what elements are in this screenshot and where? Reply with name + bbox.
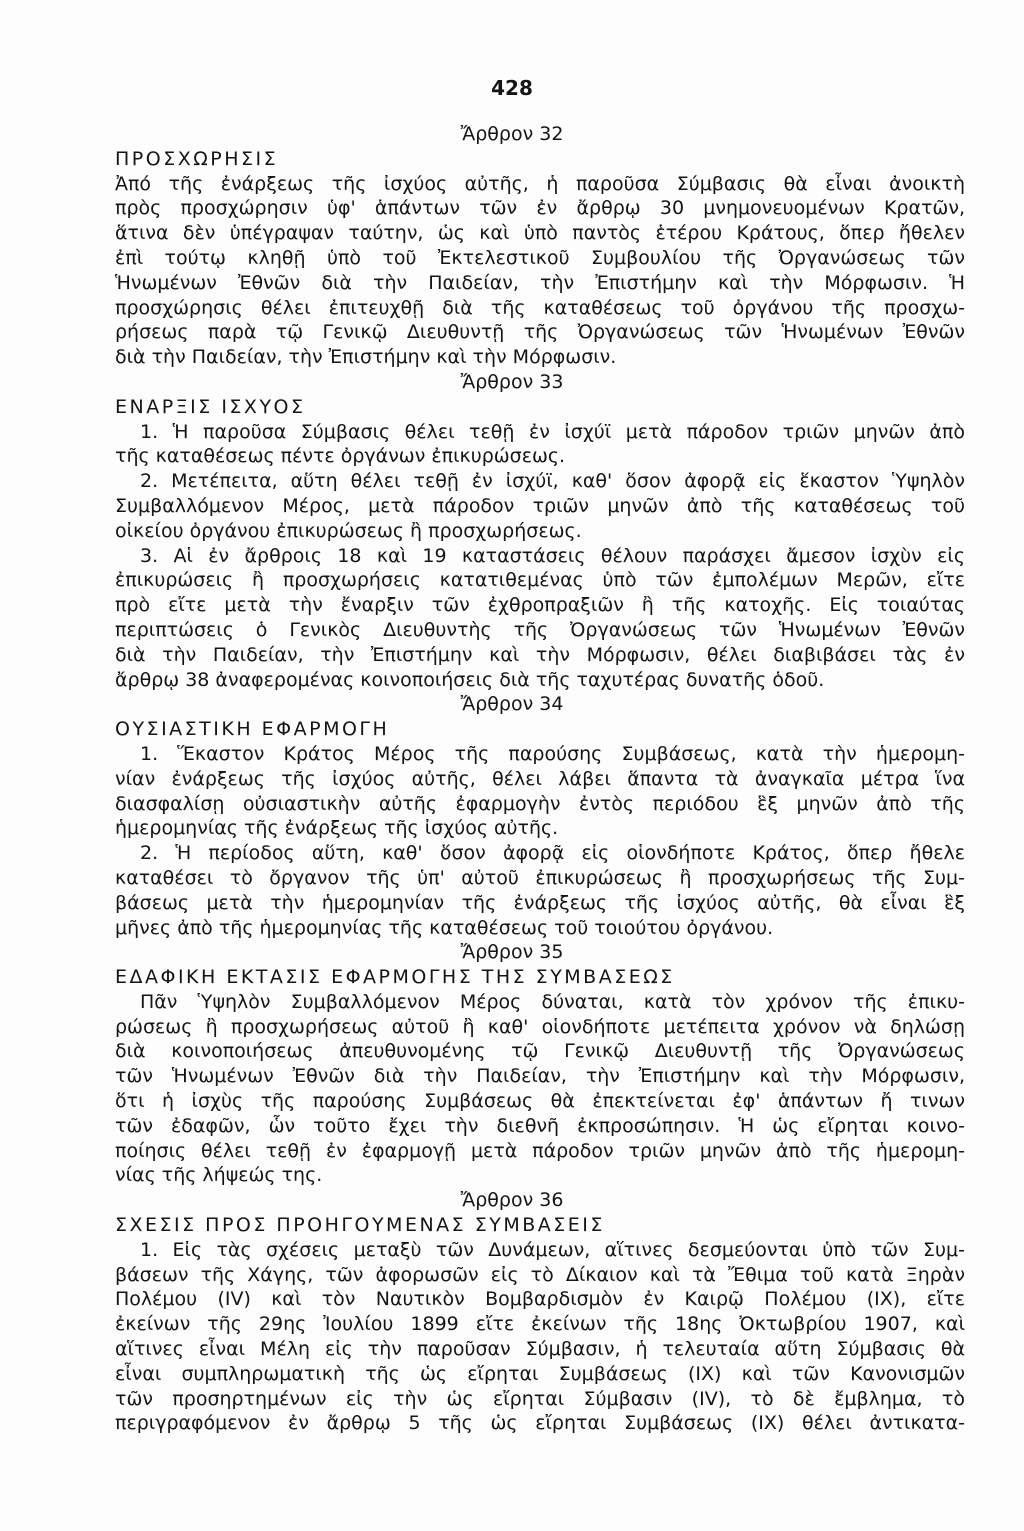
article-34 — [0, 692, 1024, 940]
text-line: 2. Ἡ περίοδος αὕτη, καθ' ὅσον ἀφορᾷ εἰς οἱονδήποτε Κράτος, ὅπερ ἤθελε — [140, 842, 965, 865]
paragraph — [0, 544, 1024, 693]
text-line: Πολέμου (IV) καὶ τὸν Ναυτικὸν Βομβαρδισμὸν ἐν Καιρῷ Πολέμου (IX), εἴτε — [115, 1288, 965, 1311]
article-heading: Ἄρθρον 36 — [460, 1189, 564, 1212]
text-line: 1. Ἕκαστον Κράτος Μέρος τῆς παρούσης Συμβάσεως, κατὰ τὴν ἡμερομη- — [140, 742, 965, 765]
text-line: Πᾶν Ὑψηλὸν Συμβαλλόμενον Μέρος δύναται, κατὰ τὸν χρόνον τῆς ἐπικυ- — [140, 990, 965, 1013]
text-line: 3. Αἱ ἐν ἄρθροις 18 καὶ 19 καταστάσεις θέλουν παράσχει ἄμεσον ἰσχὺν εἰς — [140, 544, 965, 567]
text-line: βάσεως μετὰ τὴν ἡμερομηνίαν τῆς ἐνάρξεως τῆς ἰσχύος αὐτῆς, θὰ εἶναι ἓξ — [115, 891, 965, 914]
text-line: νίαν ἐνάρξεως τῆς ἰσχύος αὐτῆς, θέλει λάβει ἅπαντα τὰ ἀναγκαῖα μέτρα ἵνα — [115, 767, 965, 790]
text-line: ἐκείνων τῆς 29ης Ἰουλίου 1899 εἴτε ἐκείνων τῆς 18ης Ὀκτωβρίου 1907, καὶ — [115, 1313, 965, 1336]
paragraph — [0, 1238, 1024, 1436]
text-line: οἰκείου ὀργάνου ἐπικυρώσεως ἢ προσχωρήσεως. — [115, 519, 582, 542]
text-line: καταθέσει τὸ ὄργανον τῆς ὑπ' αὐτοῦ ἐπικυρώσεως ἢ προσχωρήσεως τῆς Συμ- — [115, 866, 965, 889]
text-line: μῆνες ἀπὸ τῆς ἡμερομηνίας τῆς καταθέσεως τοῦ τοιούτου ὀργάνου. — [115, 916, 774, 939]
text-line: περιγραφόμενον ἐν ἄρθρῳ 5 τῆς ὡς εἴρηται Συμβάσεως (IX) θέλει ἀντικατα- — [115, 1412, 965, 1435]
article-36 — [0, 1188, 1024, 1436]
section-title: ΕΔΑΦΙΚΗ ΕΚΤΑΣΙΣ ΕΦΑΡΜΟΓΗΣ ΤΗΣ ΣΥΜΒΑΣΕΩΣ — [115, 966, 675, 989]
article-33 — [0, 370, 1024, 692]
text-line: ποίησις θέλει τεθῇ ἐν ἐφαρμογῇ μετὰ πάροδον τριῶν μηνῶν ἀπὸ τῆς ἡμερομη- — [115, 1139, 965, 1162]
section-title: ΠΡΟΣΧΩΡΗΣΙΣ — [115, 147, 279, 170]
text-line: ἄρθρῳ 38 ἀναφερομένας κοινοποιήσεις διὰ τῆς ταχυτέρας δυνατῆς ὁδοῦ. — [115, 668, 825, 691]
paragraph — [0, 420, 1024, 470]
paragraph — [0, 742, 1024, 841]
text-line: διὰ κοινοποιήσεως ἀπευθυνομένης τῷ Γενικῷ Διευθυντῇ τῆς Ὀργανώσεως — [115, 1040, 965, 1063]
section-title: ΣΧΕΣΙΣ ΠΡΟΣ ΠΡΟΗΓΟΥΜΕΝΑΣ ΣΥΜΒΑΣΕΙΣ — [115, 1214, 605, 1237]
text-line: τῆς καταθέσεως πέντε ὀργάνων ἐπικυρώσεως. — [115, 445, 566, 468]
text-line: ρώσεως ἢ προσχωρήσεως αὐτοῦ ἢ καθ' οἱονδήποτε μετέπειτα χρόνον νὰ δηλώσῃ — [115, 1015, 965, 1038]
text-line: 1. Εἰς τὰς σχέσεις μεταξὺ τῶν Δυνάμεων, αἵτινες δεσμεύονται ὑπὸ τῶν Συμ- — [140, 1238, 965, 1261]
text-line: Ἡνωμένων Ἐθνῶν διὰ τὴν Παιδείαν, τὴν Ἐπιστήμην καὶ τὴν Μόρφωσιν. Ἡ — [115, 271, 965, 294]
paragraph — [0, 469, 1024, 543]
text-line: ἐπικυρώσεις ἢ προσχωρήσεις κατατιθεμένας ὑπὸ τῶν ἐμπολέμων Μερῶν, εἴτε — [115, 569, 965, 592]
article-35 — [0, 940, 1024, 1188]
page-body — [0, 122, 1024, 1436]
text-line: εἶναι συμπληρωματικὴ τῆς ὡς εἴρηται Συμβάσεως (IX) καὶ τῶν Κανονισμῶν — [115, 1362, 965, 1385]
article-heading: Ἄρθρον 32 — [460, 123, 564, 145]
section-title: ΟΥΣΙΑΣΤΙΚΗ ΕΦΑΡΜΟΓΗ — [115, 718, 390, 741]
text-line: διασφαλίσῃ οὐσιαστικὴν αὐτῆς ἐφαρμογὴν ἐντὸς περιόδου ἓξ μηνῶν ἀπὸ τῆς — [115, 792, 965, 815]
text-line: προσχώρησις θέλει ἐπιτευχθῇ διὰ τῆς καταθέσεως τοῦ ὀργάνου τῆς προσχω- — [115, 296, 965, 319]
text-line: αἵτινες εἶναι Μέλη εἰς τὴν παροῦσαν Σύμβασιν, ἡ τελευταία αὕτη Σύμβασις θὰ — [115, 1338, 965, 1361]
article-heading: Ἄρθρον 33 — [460, 370, 564, 393]
text-line: Συμβαλλόμενον Μέρος, μετὰ πάροδον τριῶν μηνῶν ἀπὸ τῆς καταθέσεως τοῦ — [115, 494, 965, 517]
text-line: διὰ τὴν Παιδείαν, τὴν Ἐπιστήμην καὶ τὴν Μόρφωσιν. — [115, 346, 617, 369]
section-title: ΕΝΑΡΞΙΣ ΙΣΧΥΟΣ — [115, 395, 306, 418]
text-line: τῶν Ἡνωμένων Ἐθνῶν διὰ τὴν Παιδείαν, τὴν Ἐπιστήμην καὶ τὴν Μόρφωσιν, — [115, 1065, 965, 1088]
text-line: διὰ τὴν Παιδείαν, τὴν Ἐπιστήμην καὶ τὴν Μόρφωσιν, θέλει διαβιβάσει τὰς ἐν — [115, 643, 965, 666]
paragraph — [0, 172, 1024, 370]
text-line: ὅτι ἡ ἰσχὺς τῆς παρούσης Συμβάσεως θὰ ἐπεκτείνεται ἐφ' ἁπάντων ἤ τινων — [115, 1090, 965, 1113]
paragraph — [0, 990, 1024, 1188]
page-number: 428 — [491, 76, 533, 100]
article-heading: Ἄρθρον 34 — [460, 693, 564, 716]
text-line: νίας τῆς λήψεώς της. — [115, 1164, 323, 1187]
text-line: τῶν προσηρτημένων εἰς τὴν ὡς εἴρηται Σύμβασιν (IV), τὸ δὲ ἔμβλημα, τὸ — [115, 1387, 965, 1410]
text-line: βάσεων τῆς Χάγης, τῶν ἀφορωσῶν εἰς τὸ Δίκαιον καὶ τὰ Ἔθιμα τοῦ κατὰ Ξηρὰν — [115, 1263, 965, 1286]
text-line: ἅτινα δὲν ὑπέγραψαν ταύτην, ὡς καὶ ὑπὸ παντὸς ἑτέρου Κράτους, ὅπερ ἤθελεν — [115, 222, 965, 245]
article-32 — [0, 122, 1024, 370]
text-line: περιπτώσεις ὁ Γενικὸς Διευθυντὴς τῆς Ὀργανώσεως τῶν Ἡνωμένων Ἐθνῶν — [115, 618, 965, 641]
text-line: Ἀπό τῆς ἐνάρξεως τῆς ἰσχύος αὐτῆς, ἡ παροῦσα Σύμβασις θὰ εἶναι ἀνοικτὴ — [115, 172, 965, 195]
article-heading: Ἄρθρον 35 — [460, 941, 564, 964]
text-line: ἐπὶ τούτῳ κληθῇ ὑπὸ τοῦ Ἐκτελεστικοῦ Συμβουλίου τῆς Ὀργανώσεως τῶν — [115, 246, 965, 269]
text-line: πρὸς προσχώρησιν ὑφ' ἁπάντων τῶν ἐν ἄρθρῳ 30 μνημονευομένων Κρατῶν, — [115, 197, 965, 220]
text-line: 2. Μετέπειτα, αὕτη θέλει τεθῇ ἐν ἰσχύϊ, καθ' ὅσον ἀφορᾷ εἰς ἕκαστον Ὑψηλὸν — [140, 470, 965, 493]
text-line: πρὸ εἴτε μετὰ τὴν ἔναρξιν τῶν ἐχθροπραξιῶν ἢ τῆς κατοχῆς. Εἰς τοιαύτας — [115, 594, 965, 617]
text-line: ἡμερομηνίας τῆς ἐνάρξεως τῆς ἰσχύος αὐτῆς. — [115, 817, 559, 840]
text-line: 1. Ἡ παροῦσα Σύμβασις θέλει τεθῇ ἐν ἰσχύϊ μετὰ πάροδον τριῶν μηνῶν ἀπὸ — [140, 420, 965, 443]
text-line: ρήσεως παρὰ τῷ Γενικῷ Διευθυντῇ τῆς Ὀργανώσεως τῶν Ἡνωμένων Ἐθνῶν — [115, 321, 965, 344]
paragraph — [0, 841, 1024, 940]
text-line: τῶν ἐδαφῶν, ὧν τοῦτο ἔχει τὴν διεθνῆ ἐκπροσώπησιν. Ἡ ὡς εἴρηται κοινο- — [115, 1114, 965, 1137]
